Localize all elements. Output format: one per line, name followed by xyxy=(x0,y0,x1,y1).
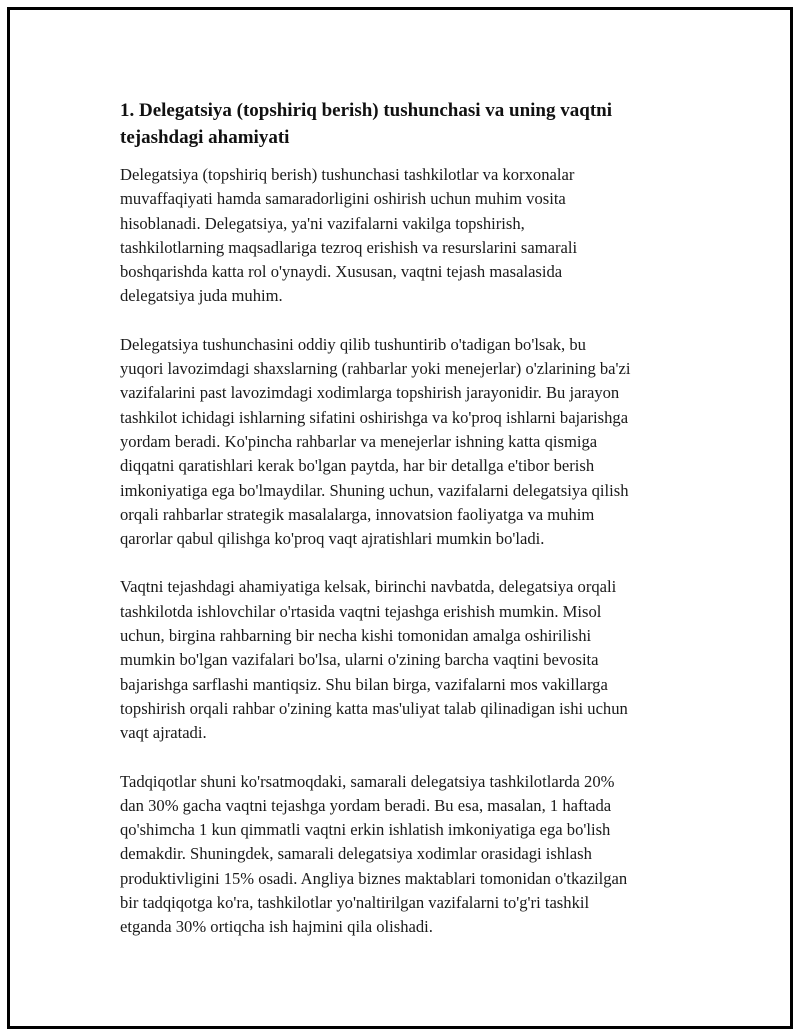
section-heading: 1. Delegatsiya (topshiriq berish) tushunchasi va uning vaqtni tejashdagi ahamiyati xyxy=(120,100,612,148)
paragraph-4: Tadqiqotlar shuni ko'rsatmoqdaki, samarali delegatsiya tashkilotlarda 20% dan 30% gacha vaqtni tejashga yordam beradi. Bu esa, masalan, 1 haftada qo'shimcha 1 kun qimmatli vaqtni erkin ishlatish imkoniyatiga ega bo'lish demakdir. Shuningdek, samarali delegatsiya xodimlar orasidagi ishlash produktivligini 15% osadi. Angliya biznes maktablari tomonidan o'tkazilgan bir tadqiqotga ko'ra, tashkilotlar yo'naltirilgan vazifalarni to'g'ri tashkil etganda 30% ortiqcha ish hajmini qila olishadi. xyxy=(120,771,628,937)
document-body xyxy=(120,97,700,964)
paragraph-3: Vaqtni tejashdagi ahamiyatiga kelsak, birinchi navbatda, delegatsiya orqali tashkilotda ishlovchilar o'rtasida vaqtni tejashga erishish mumkin. Misol uchun, birgina rahbarning bir necha kishi tomonidan amalga oshirilishi mumkin bo'lgan vazifalari bo'lsa, ularni o'zining barcha vaqtini bevosita bajarishga sarflashi mantiqsiz. Shu bilan birga, vazifalarni mos vakillarga topshirish orqali rahbar o'zining katta mas'uliyat talab qilinadigan ishi uchun vaqt ajratadi. xyxy=(120,577,628,743)
page-frame xyxy=(7,7,793,1029)
paragraph-2: Delegatsiya tushunchasini oddiy qilib tushuntirib o'tadigan bo'lsak, bu yuqori lavozimdagi shaxslarning (rahbarlar yoki menejerlar) o'zlarining ba'zi vazifalarini past lavozimdagi xodimlarga topshirish jarayonidir. Bu jarayon tashkilot ichidagi ishlarning sifatini oshirishga va ko'proq ishlarni bajarishga yordam beradi. Ko'pincha rahbarlar va menejerlar ishning katta qismiga diqqatni qaratishlari kerak bo'lgan paytda, har bir detallga e'tibor berish imkoniyatiga ega bo'lmaydilar. Shuning uchun, vazifalarni delegatsiya qilish orqali rahbarlar strategik masalalarga, innovatsion faoliyatga va muhim qarorlar qabul qilishga ko'proq vaqt ajratishlari mumkin bo'ladi. xyxy=(120,334,631,549)
paragraph-1: Delegatsiya (topshiriq berish) tushunchasi tashkilotlar va korxonalar muvaffaqiyati hamda samaradorligini oshirish uchun muhim vosita hisoblanadi. Delegatsiya, ya'ni vazifalarni vakilga topshirish, tashkilotlarning maqsadlariga tezroq erishish va resurslarini samarali boshqarishda katta rol o'ynaydi. Xususan, vaqtni tejash masalasida delegatsiya juda muhim. xyxy=(120,165,578,306)
